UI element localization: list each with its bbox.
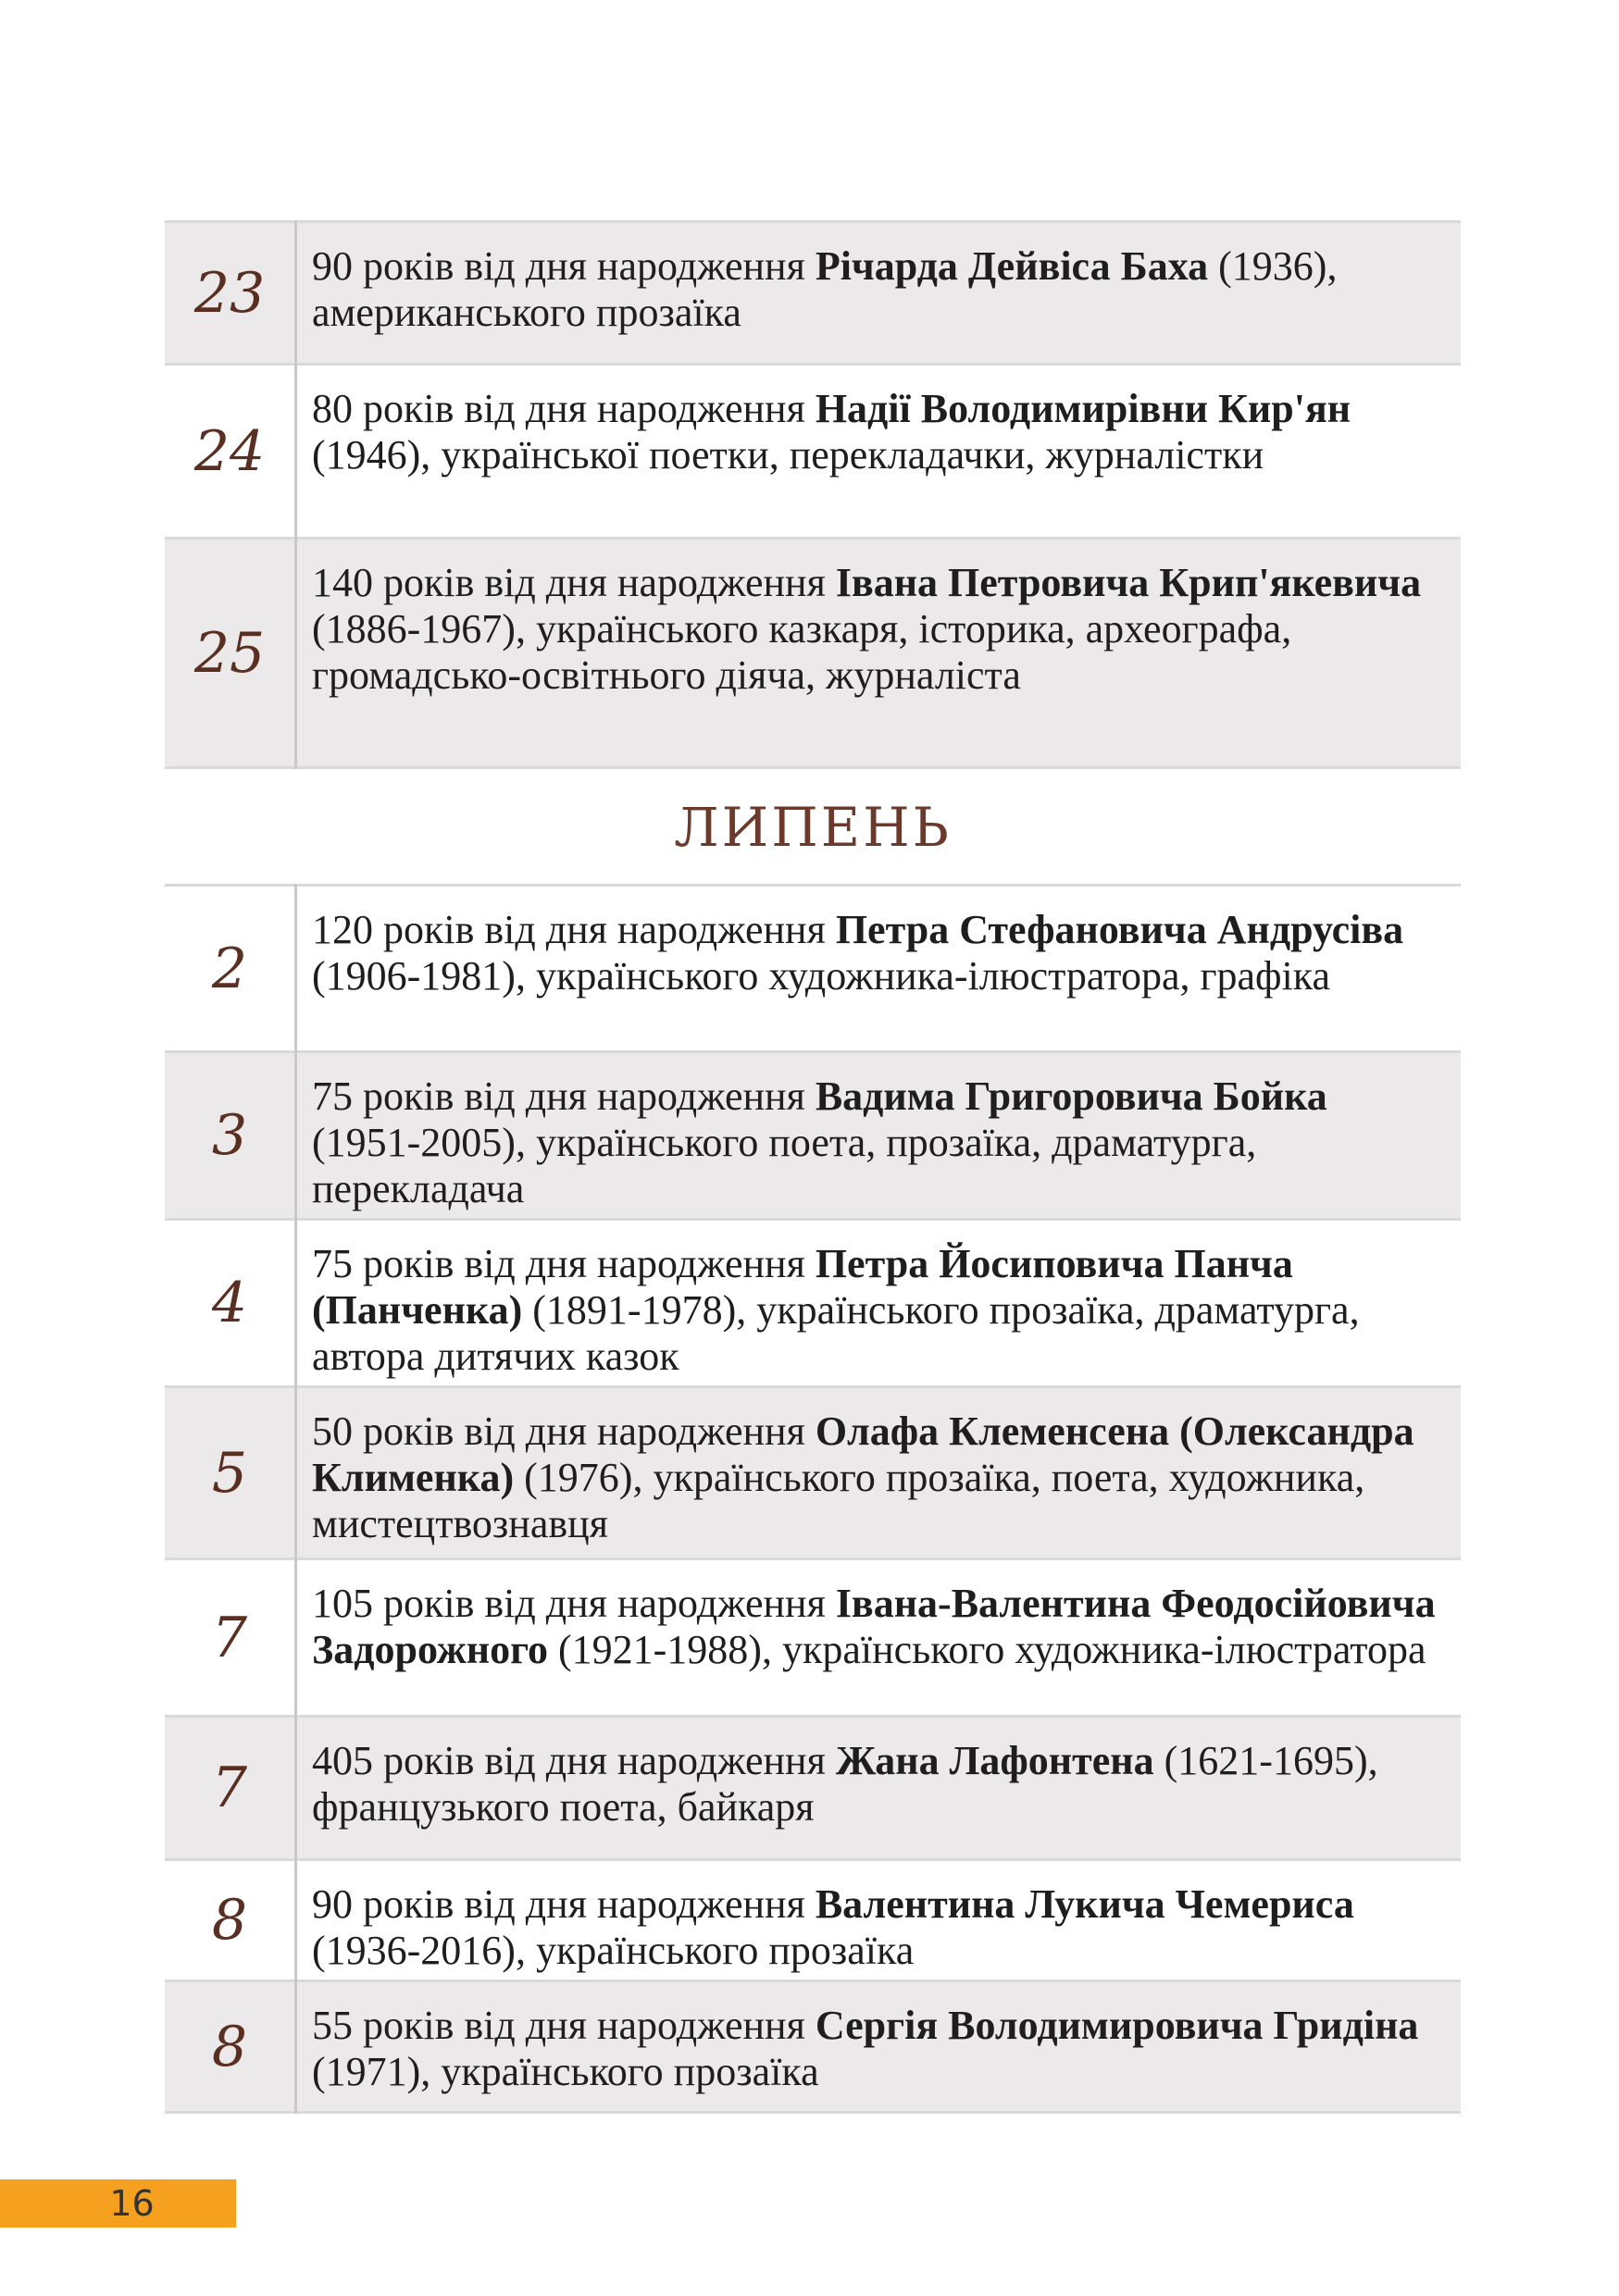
- day-number: 24: [165, 365, 296, 539]
- person-name: Івана-Валентина Феодосійовича Задорожного: [312, 1581, 1436, 1672]
- day-number: 23: [165, 222, 296, 365]
- anniversary-table-june: [165, 220, 1461, 769]
- entry-text: 55 років від дня народження Сергія Володимировича Гридіна (1971), українського прозаїка: [296, 1981, 1462, 2113]
- entry-text: 75 років від дня народження Вадима Григоровича Бойка (1951-2005), українського поета, прозаїка, драматурга, перекладача: [296, 1052, 1462, 1220]
- day-number: 5: [165, 1387, 296, 1559]
- person-name: Олафа Клеменсена (Олександра Клименка): [312, 1409, 1414, 1500]
- table-row: [165, 365, 1461, 539]
- entry-text: 140 років від дня народження Івана Петровича Крип'якевича (1886-1967), українського казкаря, історика, археографа, громадсько-освітнього діяча, журналіста: [296, 539, 1462, 768]
- person-name: Петра Стефановича Андрусіва: [835, 907, 1404, 952]
- person-name: Надії Володимирівни Кир'ян: [815, 386, 1351, 431]
- entry-text: 80 років від дня народження Надії Володимирівни Кир'ян (1946), української поетки, перекладачки, журналістки: [312, 386, 1351, 478]
- table-row: [165, 1860, 1461, 1981]
- entry-text: 90 років від дня народження Річарда Дейвіса Баха (1936), американського прозаїка: [296, 222, 1462, 365]
- person-name: Жана Лафонтена: [835, 1738, 1154, 1783]
- entry-text: 50 років від дня народження Олафа Клеменсена (Олександра Клименка) (1976), українського прозаїка, поета, художника, мистецтвознавця: [296, 1387, 1462, 1559]
- anniversary-table-july: [165, 884, 1461, 2114]
- person-name: Валентина Лукича Чемериса: [815, 1881, 1354, 1927]
- day-number: 4: [165, 1220, 296, 1387]
- day-number: 3: [165, 1052, 296, 1220]
- day-number: 8: [165, 1860, 296, 1981]
- entry-text: 105 років від дня народження Івана-Валентина Феодосійовича Задорожного (1921-1988), українського художника-ілюстратора: [312, 1581, 1436, 1672]
- day-number: 25: [165, 539, 296, 768]
- person-name: Петра Йосиповича Панча (Панченка): [312, 1241, 1293, 1333]
- table-row: [165, 1387, 1461, 1559]
- day-number: 2: [165, 886, 296, 1052]
- entry-text: 120 років від дня народження Петра Стефановича Андрусіва (1906-1981), українського художника-ілюстратора, графіка: [312, 907, 1404, 999]
- month-heading: ЛИПЕНЬ: [674, 796, 952, 859]
- day-number: 7: [165, 1717, 296, 1860]
- table-row: [165, 1052, 1461, 1220]
- page-number: 16: [0, 2179, 236, 2228]
- entry-text: 75 років від дня народження Петра Йосиповича Панча (Панченка) (1891-1978), українського прозаїка, драматурга, автора дитячих казок: [312, 1241, 1360, 1379]
- person-name: Вадима Григоровича Бойка: [815, 1074, 1327, 1119]
- table-row: [165, 1981, 1461, 2113]
- day-number: 8: [165, 1981, 296, 2113]
- person-name: Річарда Дейвіса Баха: [815, 243, 1209, 289]
- table-row: [165, 1717, 1461, 1860]
- table-row: [165, 886, 1461, 1052]
- person-name: Сергія Володимировича Гридіна: [815, 2003, 1419, 2048]
- table-row: [165, 1559, 1461, 1717]
- table-row: [165, 1220, 1461, 1387]
- day-number: 7: [165, 1559, 296, 1717]
- entry-text: 405 років від дня народження Жана Лафонтена (1621-1695), французького поета, байкаря: [296, 1717, 1462, 1860]
- table-row: [165, 222, 1461, 365]
- table-row: [165, 539, 1461, 768]
- entry-text: 90 років від дня народження Валентина Лукича Чемериса (1936-2016), українського прозаїка: [312, 1881, 1354, 1973]
- person-name: Івана Петровича Крип'якевича: [835, 560, 1422, 605]
